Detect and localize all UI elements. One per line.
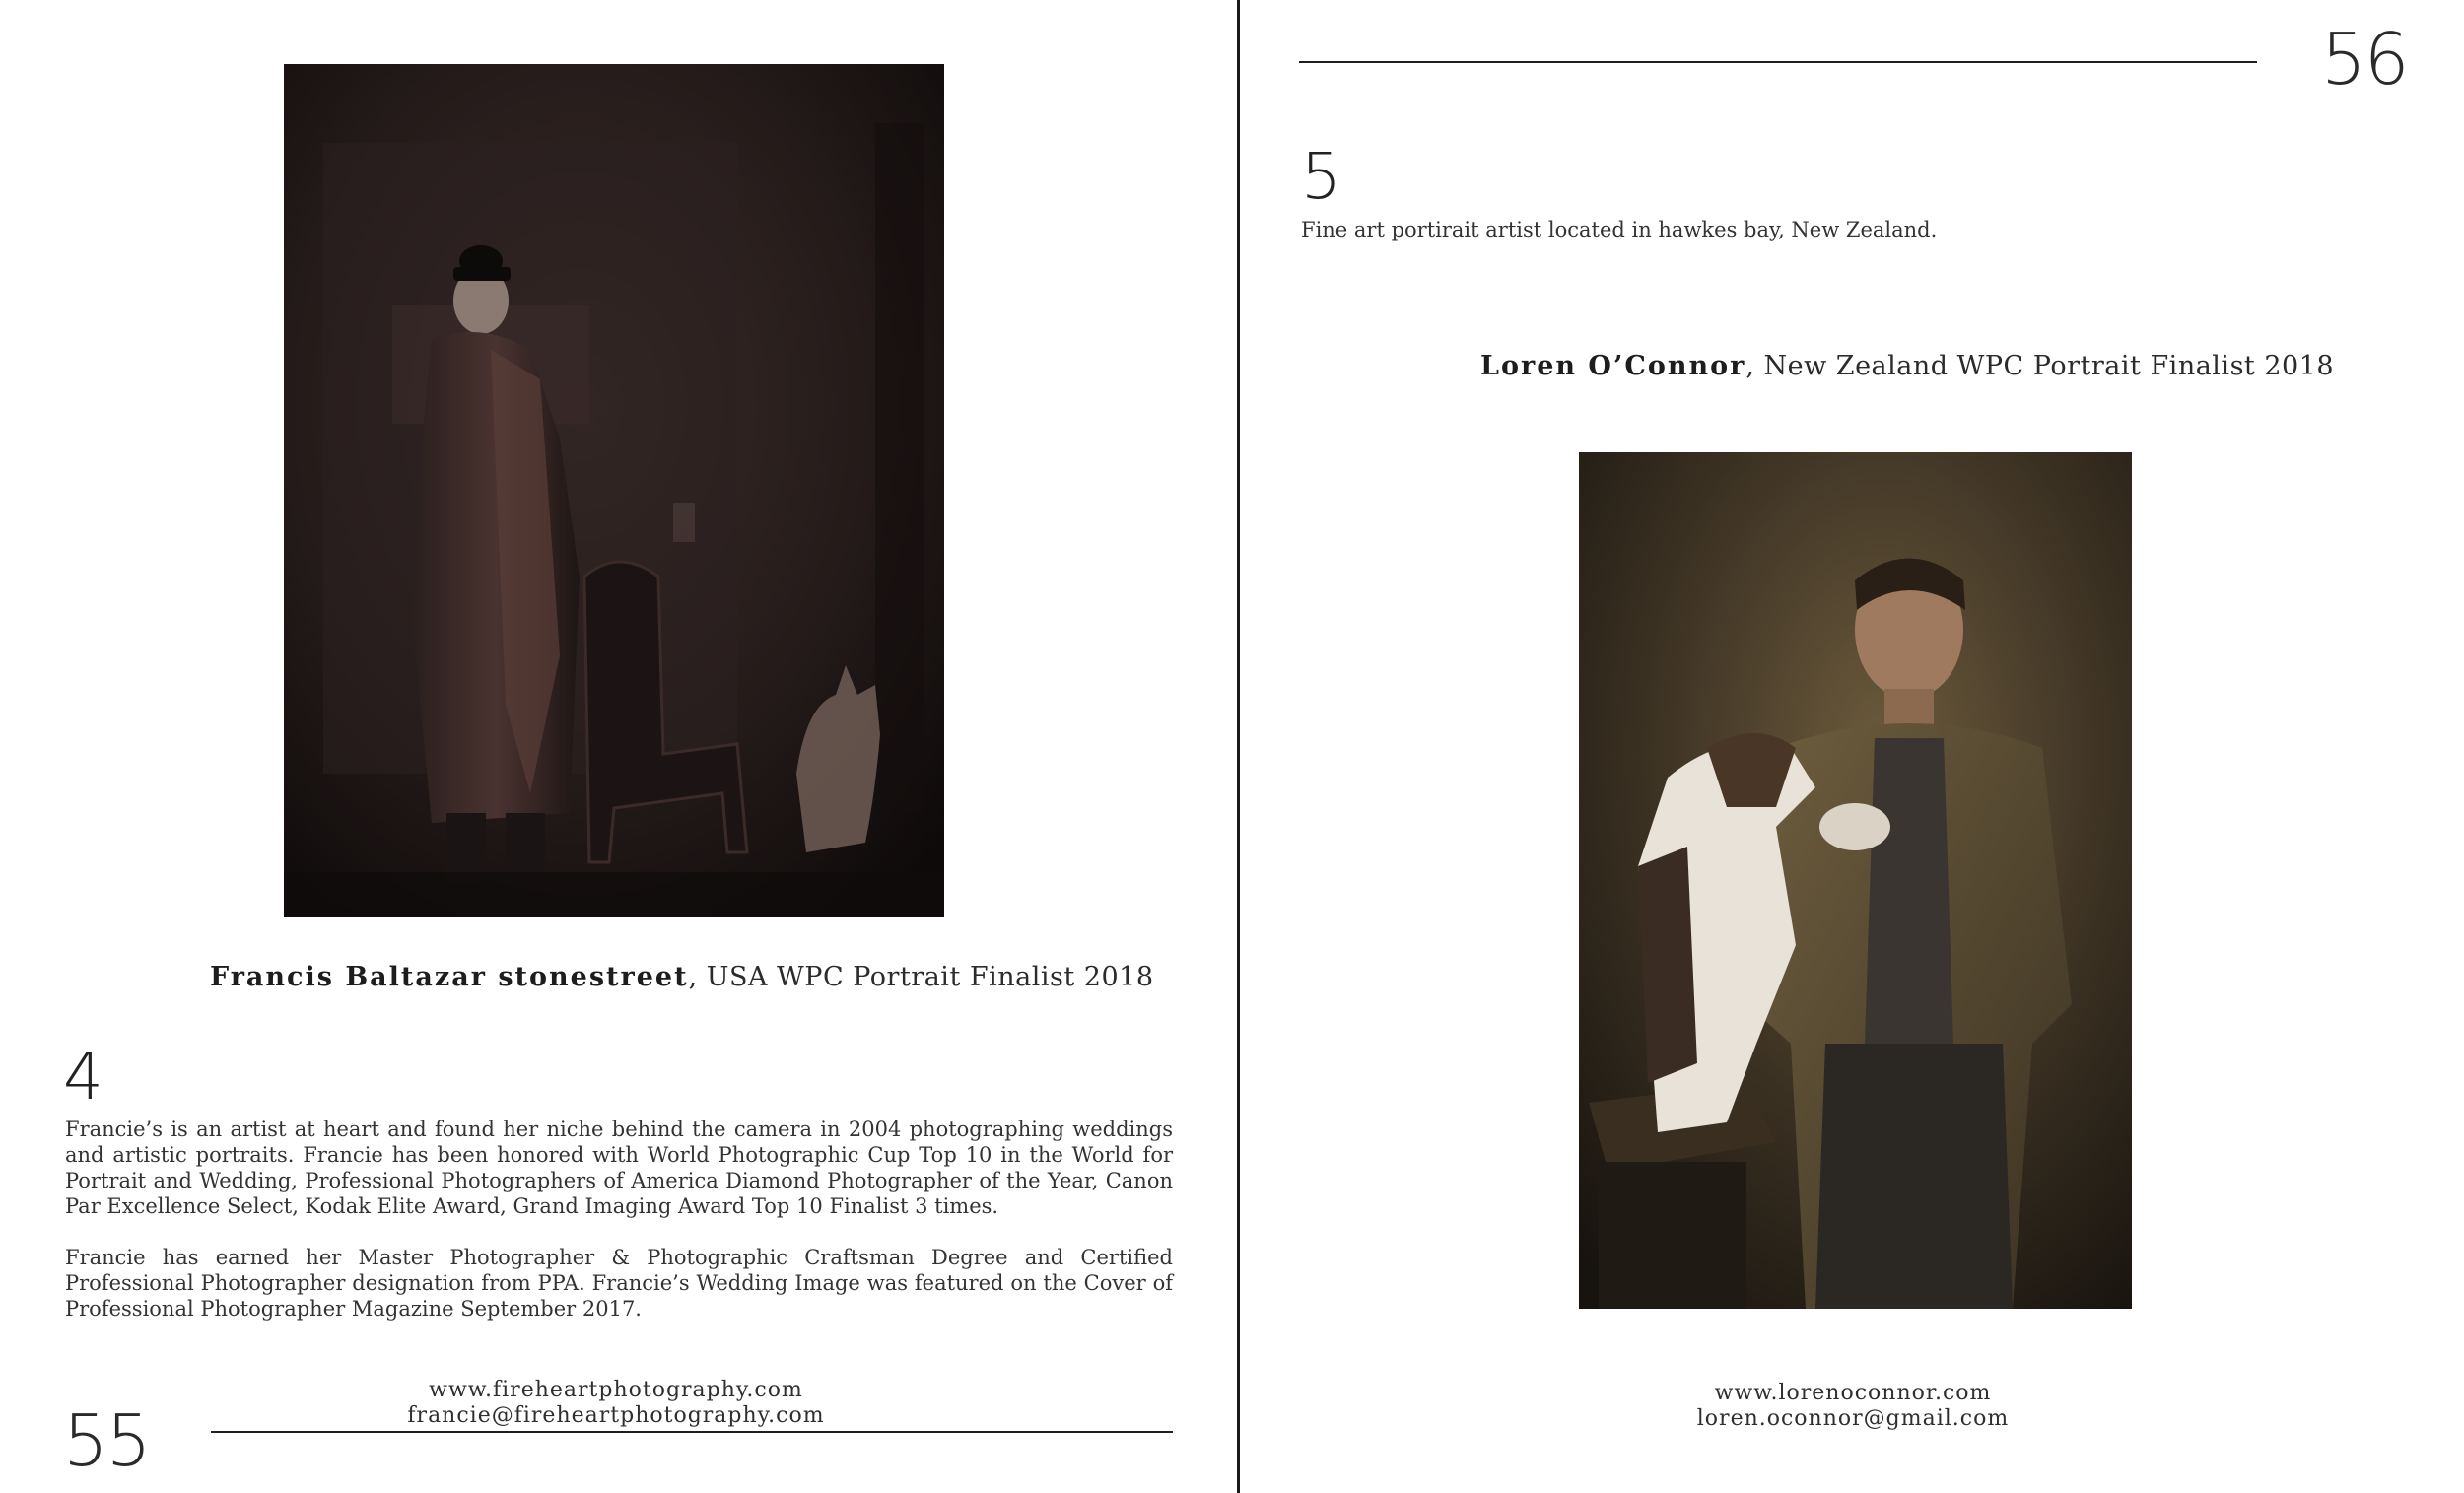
caption-award: , New Zealand WPC Portrait Finalist 2018 [1745, 351, 2335, 381]
email-link[interactable]: francie@fireheartphotography.com [407, 1403, 825, 1428]
right-page [1240, 0, 2464, 1493]
photo-caption [1480, 351, 2334, 381]
page-number: 55 [63, 1399, 150, 1482]
entry-number: 5 [1301, 141, 1341, 214]
photo-caption [210, 962, 1154, 992]
website-link[interactable]: www.lorenoconnor.com [1714, 1381, 1992, 1405]
caption-award: , USA WPC Portrait Finalist 2018 [688, 962, 1154, 992]
website-link[interactable]: www.fireheartphotography.com [429, 1378, 803, 1402]
biography-paragraph: Francie has earned her Master Photographer & Photographic Craftsman Degree and Certified Professional Photographer designation from PPA. Francie’s Wedding Image was featured on the Cover of Professional Photographer Magazine September 2017. [65, 1246, 1173, 1321]
contact-block [1459, 1381, 2247, 1432]
biography-paragraph: Francie’s is an artist at heart and found her niche behind the camera in 2004 photographing weddings and artistic portraits. Francie has been honored with World Photographic Cup Top 10 in the World for Portrait and Wedding, Professional Photographers of America Diamond Photographer of the Year, Canon Par Excellence Select, Kodak Elite Award, Grand Imaging Award Top 10 Finalist 3 times. [65, 1118, 1173, 1218]
portrait-photo-man-with-cat [284, 64, 944, 917]
photographer-name: Loren O’Connor [1480, 351, 1746, 381]
footer-rule [211, 1431, 1173, 1433]
header-rule [1299, 61, 2257, 63]
biography-text [65, 1117, 1173, 1347]
email-link[interactable]: loren.oconnor@gmail.com [1696, 1406, 2010, 1431]
artist-description: Fine art portirait artist located in hawkes bay, New Zealand. [1301, 218, 1938, 241]
portrait-photo-man-with-dog [1579, 452, 2132, 1309]
page-number: 56 [2321, 18, 2408, 101]
photographer-name: Francis Baltazar stonestreet [210, 962, 689, 992]
entry-number: 4 [63, 1042, 103, 1115]
contact-block [217, 1378, 1015, 1429]
